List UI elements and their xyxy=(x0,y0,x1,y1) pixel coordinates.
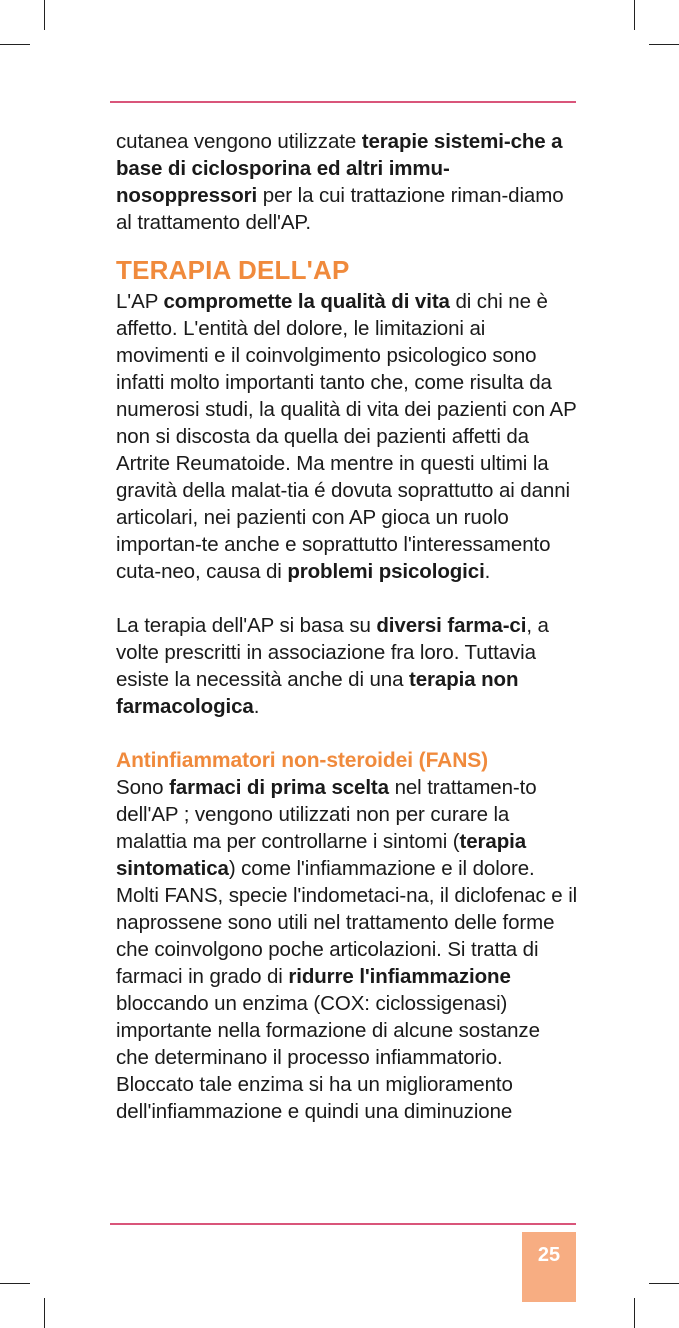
crop-mark xyxy=(634,0,635,30)
paragraph-fans: Sono farmaci di prima scelta nel trattamen-to dell'AP ; vengono utilizzati non per curare la malattia ma per controllarne i sintomi (terapia sintomatica) come l'infiammazione e il dolore. Molti FANS, specie l'indometaci-na, il diclofenac e il naprossene sono utili nel trattamento delle forme che coinvolgono poche articolazioni. Si tratta di farmaci in grado di ridurre l'infiammazione bloccando un enzima (COX: ciclossigenasi) importante nella formazione di alcune sostanze che determinano il processo infiammatorio. Bloccato tale enzima si ha un miglioramento dell'infiammazione e quindi una diminuzione xyxy=(116,776,578,1123)
page-number: 25 xyxy=(537,1244,561,1266)
top-rule xyxy=(110,101,576,103)
page-body xyxy=(116,128,578,1125)
paragraph-spacer xyxy=(116,585,578,612)
crop-mark xyxy=(44,1298,45,1328)
paragraph-quality-of-life: L'AP compromette la qualità di vita di chi ne è affetto. L'entità del dolore, le limitazioni ai movimenti e il coinvolgimento psicologico sono infatti molto importanti tanto che, come risulta da numerosi studi, la qualità di vita dei pazienti con AP non si discosta da quella dei pazienti affetti da Artrite Reumatoide. Ma mentre in questi ultimi la gravità della malat-tia é dovuta soprattutto ai danni articolari, nei pazienti con AP gioca un ruolo importan-te anche e soprattutto l'interessamento cuta-neo, causa di problemi psicologici. xyxy=(116,290,577,583)
crop-mark xyxy=(44,0,45,30)
page-number-box xyxy=(522,1232,576,1302)
subsection-heading: Antinfiammatori non-steroidei (FANS) xyxy=(116,749,489,772)
crop-mark xyxy=(0,1283,30,1284)
paragraph-spacer xyxy=(116,720,578,747)
paragraph-intro: cutanea vengono utilizzate terapie sistemi-che a base di ciclosporina ed altri immu-nosoppressori per la cui trattazione riman-diamo al trattamento dell'AP. xyxy=(116,130,564,234)
crop-mark xyxy=(649,44,679,45)
bottom-rule xyxy=(110,1223,576,1225)
paragraph-therapy: La terapia dell'AP si basa su diversi farma-ci, a volte prescritti in associazione fra loro. Tuttavia esiste la necessità anche di una terapia non farmacologica. xyxy=(116,614,549,718)
crop-mark xyxy=(649,1283,679,1284)
crop-mark xyxy=(0,44,30,45)
crop-mark xyxy=(634,1298,635,1328)
section-heading: TERAPIA DELL'AP xyxy=(116,255,350,285)
